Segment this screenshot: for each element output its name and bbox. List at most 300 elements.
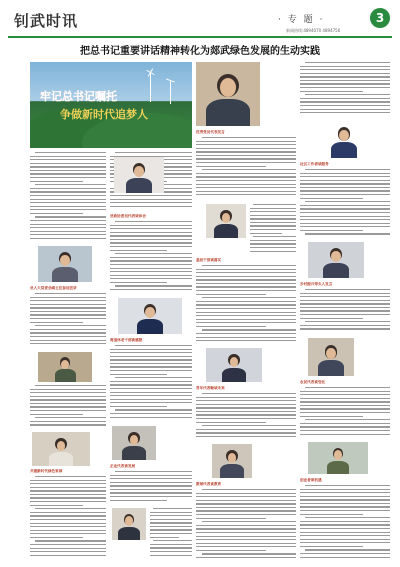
text-line	[30, 227, 106, 228]
person-body	[331, 142, 358, 158]
person-face	[145, 307, 154, 318]
text-line	[110, 246, 192, 247]
text-line	[196, 436, 296, 437]
text-line	[202, 329, 296, 330]
text-line	[150, 537, 179, 538]
text-line	[35, 508, 106, 509]
text-line	[196, 155, 296, 156]
subhead: 农民代表谈变化	[300, 380, 326, 384]
text-line	[300, 208, 390, 209]
text-line	[300, 80, 390, 81]
text-line	[300, 310, 390, 311]
text-line	[30, 159, 106, 160]
text-line	[300, 408, 390, 409]
person-face	[125, 516, 133, 526]
text-line	[202, 521, 296, 522]
text-line	[253, 236, 296, 237]
text-line	[196, 301, 296, 302]
text-line	[110, 500, 167, 501]
text-line	[110, 406, 167, 407]
portrait-photo	[196, 62, 260, 126]
text-line	[30, 213, 83, 214]
text-line	[30, 505, 83, 506]
article-text-block	[110, 221, 192, 295]
text-line	[196, 319, 296, 320]
text-line	[30, 480, 106, 481]
text-line	[196, 158, 296, 159]
text-line	[196, 422, 266, 423]
text-line	[110, 478, 192, 479]
text-line	[110, 206, 192, 207]
text-line	[202, 425, 296, 426]
text-line	[300, 318, 363, 319]
text-line	[196, 180, 296, 181]
text-line	[110, 289, 192, 290]
article-text-block	[196, 265, 296, 345]
text-line	[196, 539, 296, 540]
text-line	[110, 268, 192, 269]
text-line	[110, 282, 167, 283]
text-line	[196, 151, 296, 152]
text-line	[30, 399, 106, 400]
text-line	[300, 303, 390, 304]
text-line	[110, 225, 192, 226]
text-line	[300, 499, 390, 500]
text-line	[196, 510, 296, 511]
text-line	[196, 528, 296, 529]
portrait-photo	[206, 348, 262, 382]
text-line	[30, 304, 106, 305]
text-line	[110, 278, 192, 279]
person-body	[122, 446, 146, 460]
text-line	[196, 337, 296, 338]
text-line	[35, 476, 106, 477]
text-line	[300, 176, 390, 177]
text-line	[300, 180, 390, 181]
text-line	[35, 540, 106, 541]
text-line	[30, 202, 106, 203]
text-line	[196, 144, 296, 145]
text-line	[196, 283, 296, 284]
text-line	[196, 191, 296, 192]
text-line	[196, 496, 296, 497]
text-line	[30, 156, 106, 157]
text-line	[196, 322, 296, 323]
text-line	[196, 550, 266, 551]
person-body	[220, 464, 244, 478]
text-line	[300, 98, 390, 99]
text-line	[196, 286, 296, 287]
text-line	[196, 525, 296, 526]
text-line	[196, 276, 296, 277]
text-line	[110, 492, 192, 493]
text-line	[115, 221, 192, 222]
hero-photo	[30, 62, 192, 148]
person-body	[52, 267, 77, 282]
text-line	[196, 194, 296, 195]
text-line	[300, 546, 363, 547]
text-line	[300, 542, 390, 543]
article-text-block	[150, 508, 192, 560]
text-line	[250, 225, 296, 226]
text-line	[150, 544, 192, 545]
text-line	[30, 300, 106, 301]
text-line	[196, 290, 296, 291]
masthead-rule	[8, 36, 392, 38]
article-text-block	[300, 387, 390, 439]
person-face	[339, 130, 349, 141]
subhead: 社区工作者谈服务	[300, 162, 329, 166]
text-line	[253, 204, 296, 205]
text-line	[30, 234, 106, 235]
text-line	[300, 391, 390, 392]
subhead: 基层干部谈落实	[196, 258, 222, 262]
text-line	[30, 555, 106, 556]
text-line	[150, 551, 192, 552]
text-line	[110, 366, 192, 367]
text-line	[30, 188, 106, 189]
text-line	[300, 219, 390, 220]
text-line	[300, 328, 390, 329]
article-text-block	[110, 345, 192, 423]
text-line	[30, 414, 83, 415]
text-line	[30, 163, 106, 164]
text-line	[202, 137, 296, 138]
text-line	[30, 490, 106, 491]
text-line	[300, 521, 390, 522]
person-body	[323, 263, 348, 278]
text-line	[300, 489, 390, 490]
text-line	[196, 279, 296, 280]
text-line	[250, 247, 296, 248]
text-line	[110, 264, 192, 265]
text-line	[196, 404, 296, 405]
text-line	[196, 500, 296, 501]
person-face	[61, 360, 69, 369]
text-line	[30, 396, 106, 397]
text-line	[300, 434, 390, 435]
text-line	[30, 322, 83, 323]
text-line	[300, 91, 363, 92]
paper-logo: 钊武时讯	[14, 12, 79, 30]
text-line	[300, 426, 390, 427]
text-line	[30, 533, 106, 534]
text-line	[196, 308, 296, 309]
person-body	[222, 368, 246, 382]
text-line	[300, 205, 390, 206]
text-line	[30, 336, 106, 337]
text-line	[110, 475, 192, 476]
text-line	[300, 532, 390, 533]
text-line	[110, 363, 192, 364]
subhead: 共建新时代绿色家园	[30, 469, 63, 473]
person-body	[214, 224, 238, 238]
text-line	[115, 471, 192, 472]
text-line	[30, 343, 106, 344]
text-line	[196, 557, 296, 558]
subhead: 离退休老干部谈感想	[110, 338, 143, 342]
text-line	[196, 304, 296, 305]
person-body	[126, 178, 151, 193]
text-line	[196, 312, 296, 313]
text-line	[250, 211, 296, 212]
text-line	[110, 395, 192, 396]
article-text-block	[300, 62, 390, 118]
portrait-photo	[32, 432, 90, 466]
text-line	[110, 402, 192, 403]
wind-turbine-icon	[150, 72, 151, 102]
text-line	[30, 177, 106, 178]
text-line	[202, 297, 296, 298]
text-line	[150, 529, 192, 530]
text-line	[30, 421, 106, 422]
text-line	[196, 141, 296, 142]
text-line	[30, 199, 106, 200]
text-line	[300, 394, 390, 395]
text-line	[30, 523, 106, 524]
portrait-photo	[114, 157, 164, 193]
article-text-block	[250, 204, 296, 256]
text-line	[300, 73, 390, 74]
text-line	[30, 297, 106, 298]
portrait-photo	[112, 508, 146, 540]
wind-turbine-icon	[170, 80, 171, 104]
text-line	[300, 101, 390, 102]
subhead: 青年代表畅谈未来	[196, 386, 225, 390]
text-line	[300, 524, 390, 525]
text-line	[300, 198, 363, 199]
text-line	[196, 507, 296, 508]
text-line	[30, 424, 106, 425]
text-line	[300, 535, 390, 536]
text-line	[300, 325, 390, 326]
text-line	[300, 514, 363, 515]
text-line	[150, 519, 192, 520]
person-face	[326, 348, 336, 359]
text-line	[300, 405, 390, 406]
text-line	[250, 208, 296, 209]
text-line	[196, 162, 296, 163]
text-line	[300, 553, 390, 554]
text-line	[30, 332, 106, 333]
subhead: 企业代表谈发展	[110, 464, 136, 468]
text-line	[196, 176, 296, 177]
portrait-photo	[206, 204, 246, 238]
subhead: 县人大常委会副主任参加宣讲	[30, 286, 77, 290]
text-line	[153, 508, 192, 509]
text-line	[300, 430, 390, 431]
text-line	[305, 387, 390, 388]
text-line	[30, 181, 83, 182]
text-line	[110, 374, 167, 375]
text-line	[300, 69, 390, 70]
person-body	[318, 360, 345, 376]
text-line	[110, 202, 192, 203]
text-line	[305, 94, 390, 95]
text-line	[110, 388, 192, 389]
hero-slogan-line1: 牢记总书记嘱托	[40, 90, 117, 103]
text-line	[196, 326, 266, 327]
text-line	[115, 253, 192, 254]
text-line	[150, 533, 192, 534]
article-text-block	[30, 293, 106, 349]
text-line	[150, 555, 192, 556]
text-line	[300, 300, 390, 301]
subhead: 创业者谈机遇	[300, 478, 322, 482]
text-line	[300, 212, 390, 213]
text-line	[250, 229, 296, 230]
text-line	[196, 429, 296, 430]
text-line	[196, 184, 296, 185]
text-line	[110, 250, 167, 251]
text-line	[30, 501, 106, 502]
text-line	[110, 489, 192, 490]
text-line	[196, 543, 296, 544]
text-line	[30, 231, 106, 232]
text-line	[110, 195, 192, 196]
text-line	[110, 239, 192, 240]
text-line	[196, 148, 296, 149]
text-line	[110, 356, 192, 357]
text-line	[150, 547, 192, 548]
text-line	[150, 512, 192, 513]
text-line	[300, 557, 390, 558]
text-line	[110, 257, 192, 258]
text-line	[35, 216, 106, 217]
text-line	[250, 215, 296, 216]
text-line	[305, 62, 390, 63]
article-text-block	[30, 385, 106, 429]
text-line	[30, 224, 106, 225]
person-face	[130, 435, 139, 445]
person-body	[206, 99, 251, 126]
text-line	[30, 195, 106, 196]
subhead: 优秀党员代表发言	[196, 130, 225, 134]
text-line	[110, 232, 192, 233]
text-line	[30, 340, 106, 341]
person-body	[49, 452, 73, 466]
article-text-block	[110, 471, 192, 505]
text-line	[300, 314, 390, 315]
text-line	[35, 385, 106, 386]
person-face	[57, 441, 66, 451]
text-line	[300, 105, 390, 106]
text-line	[250, 243, 296, 244]
text-line	[300, 187, 390, 188]
text-line	[300, 230, 363, 231]
article-text-block	[196, 489, 296, 561]
text-line	[30, 410, 106, 411]
text-line	[150, 526, 192, 527]
text-line	[300, 492, 390, 493]
text-line	[250, 251, 296, 252]
text-line	[110, 242, 192, 243]
text-line	[30, 191, 106, 192]
text-line	[110, 235, 192, 236]
text-line	[30, 544, 106, 545]
text-line	[196, 503, 296, 504]
portrait-photo	[38, 246, 92, 282]
text-line	[202, 265, 296, 266]
article-text-block	[30, 476, 106, 560]
text-line	[196, 187, 296, 188]
text-line	[300, 416, 363, 417]
person-face	[230, 357, 239, 367]
text-line	[30, 314, 106, 315]
text-line	[30, 173, 106, 174]
page-number-badge: 3	[370, 8, 390, 28]
text-line	[30, 311, 106, 312]
text-line	[110, 482, 192, 483]
text-line	[110, 359, 192, 360]
text-line	[30, 512, 106, 513]
person-body	[327, 461, 349, 474]
text-line	[300, 296, 390, 297]
text-line	[202, 489, 296, 490]
text-line	[115, 285, 192, 286]
text-line	[300, 401, 390, 402]
text-line	[300, 496, 390, 497]
text-line	[30, 537, 83, 538]
text-line	[300, 293, 390, 294]
text-line	[196, 315, 296, 316]
text-line	[196, 518, 266, 519]
text-line	[30, 329, 106, 330]
text-line	[30, 392, 106, 393]
person-body	[55, 369, 76, 382]
text-line	[110, 260, 192, 261]
text-line	[305, 517, 390, 518]
article-text-block	[300, 289, 390, 335]
text-line	[250, 233, 282, 234]
text-line	[250, 240, 296, 241]
text-line	[35, 152, 106, 153]
portrait-photo	[308, 242, 364, 278]
portrait-photo	[118, 298, 182, 334]
text-line	[110, 496, 192, 497]
text-line	[196, 173, 296, 174]
text-line	[110, 370, 192, 371]
text-line	[30, 494, 106, 495]
text-line	[196, 532, 296, 533]
portrait-photo	[312, 120, 376, 158]
text-line	[150, 515, 192, 516]
text-line	[30, 403, 106, 404]
text-line	[30, 238, 106, 239]
person-body	[137, 319, 162, 334]
hero-slogan-line2: 争做新时代追梦人	[60, 108, 148, 121]
text-line	[35, 417, 106, 418]
text-line	[196, 397, 296, 398]
text-line	[250, 222, 296, 223]
text-line	[300, 412, 390, 413]
text-line	[110, 271, 192, 272]
text-line	[300, 76, 390, 77]
text-line	[153, 540, 192, 541]
text-line	[196, 414, 296, 415]
text-line	[300, 190, 390, 191]
text-line	[305, 289, 390, 290]
subhead: 县政协委员代表谈体会	[110, 214, 146, 218]
text-line	[30, 487, 106, 488]
text-line	[196, 269, 296, 270]
article-text-block	[196, 137, 296, 201]
text-line	[30, 515, 106, 516]
text-line	[250, 218, 296, 219]
text-line	[30, 318, 106, 319]
text-line	[30, 526, 106, 527]
text-line	[300, 423, 390, 424]
